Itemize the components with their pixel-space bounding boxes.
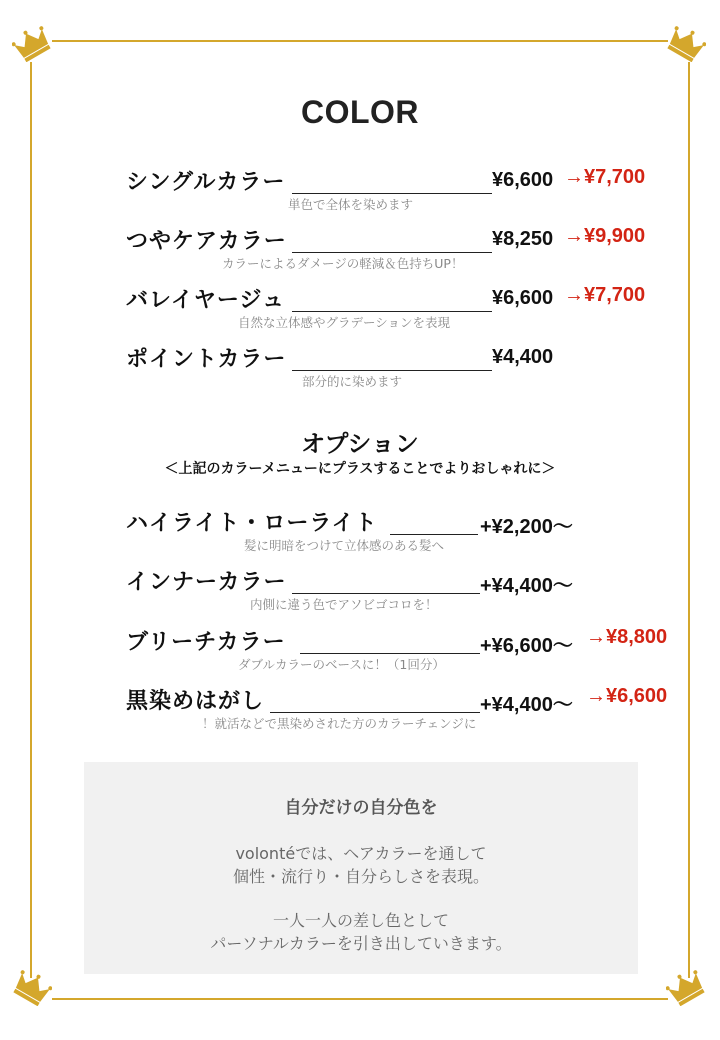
menu-item-new-price: →¥9,900 xyxy=(564,225,646,247)
menu-item-name: 黒染めはがし xyxy=(126,689,265,714)
menu-item-name: つやケアカラー xyxy=(126,229,287,254)
menu-item-description: ダブルカラーのベースに！（1回分） xyxy=(238,657,445,672)
border-right xyxy=(688,62,690,978)
menu-item-price: +¥2,200〜 xyxy=(480,516,573,538)
menu-item-new-price: →¥6,600 xyxy=(586,685,668,707)
menu-item-description: 自然な立体感やグラデーションを表現 xyxy=(238,315,451,330)
message-line: パーソナルカラーを引き出していきます。 xyxy=(210,934,512,953)
leader-line xyxy=(292,370,492,371)
crown-icon xyxy=(12,970,52,1006)
menu-item-new-price: →¥7,700 xyxy=(564,284,646,306)
menu-item-description: 髪に明暗をつけて立体感のある髪へ xyxy=(244,538,445,553)
section-title: オプション xyxy=(301,430,419,458)
menu-item-new-price: →¥8,800 xyxy=(586,626,668,648)
message-line: 個性・流行り・自分らしさを表現。 xyxy=(232,867,489,886)
leader-line xyxy=(390,534,478,535)
page-title: COLOR xyxy=(300,94,420,130)
menu-item-description: 内側に違う色でアソビゴコロを！ xyxy=(250,597,438,612)
menu-item-description: カラーによるダメージの軽減＆色持ちUP！ xyxy=(222,256,464,271)
menu-item-price: ¥6,600 xyxy=(492,169,554,191)
menu-item-price: ¥6,600 xyxy=(492,287,554,309)
message-line: 一人一人の差し色として xyxy=(272,911,449,930)
menu-item-price: +¥6,600〜 xyxy=(480,635,573,657)
crown-icon xyxy=(12,26,52,62)
menu-item-name: インナーカラー xyxy=(126,570,287,595)
section-subtitle: ＜上記のカラーメニューにプラスすることでよりおしゃれに＞ xyxy=(164,461,556,477)
border-bottom xyxy=(52,998,668,1000)
menu-item-price: ¥4,400 xyxy=(492,346,554,368)
leader-line xyxy=(292,593,480,594)
leader-line xyxy=(292,193,492,194)
menu-item-name: シングルカラー xyxy=(126,170,286,195)
menu-item-description: 部分的に染めます xyxy=(302,374,403,389)
menu-item-description: 単色で全体を染めます xyxy=(288,197,414,212)
leader-line xyxy=(300,653,480,654)
message-heading: 自分だけの自分色を xyxy=(284,798,438,818)
crown-icon xyxy=(666,26,706,62)
border-left xyxy=(30,62,32,978)
message-line: volontéでは、ヘアカラーを通して xyxy=(235,844,487,863)
leader-line xyxy=(270,712,480,713)
message-box xyxy=(84,762,638,974)
menu-item-name: ハイライト・ローライト xyxy=(126,511,378,536)
leader-line xyxy=(292,311,492,312)
menu-item-name: ブリーチカラー xyxy=(126,630,286,655)
menu-item-price: ¥8,250 xyxy=(492,228,554,250)
menu-item-new-price: →¥7,700 xyxy=(564,166,646,188)
border-top xyxy=(52,40,668,42)
menu-item-description: ！就活などで黒染めされた方のカラーチェンジに xyxy=(202,716,477,731)
menu-item-name: ポイントカラー xyxy=(126,347,287,372)
menu-item-price: +¥4,400〜 xyxy=(480,575,573,597)
crown-icon xyxy=(666,970,706,1006)
leader-line xyxy=(292,252,492,253)
menu-item-name: バレイヤージュ xyxy=(126,288,286,313)
menu-item-price: +¥4,400〜 xyxy=(480,694,573,716)
